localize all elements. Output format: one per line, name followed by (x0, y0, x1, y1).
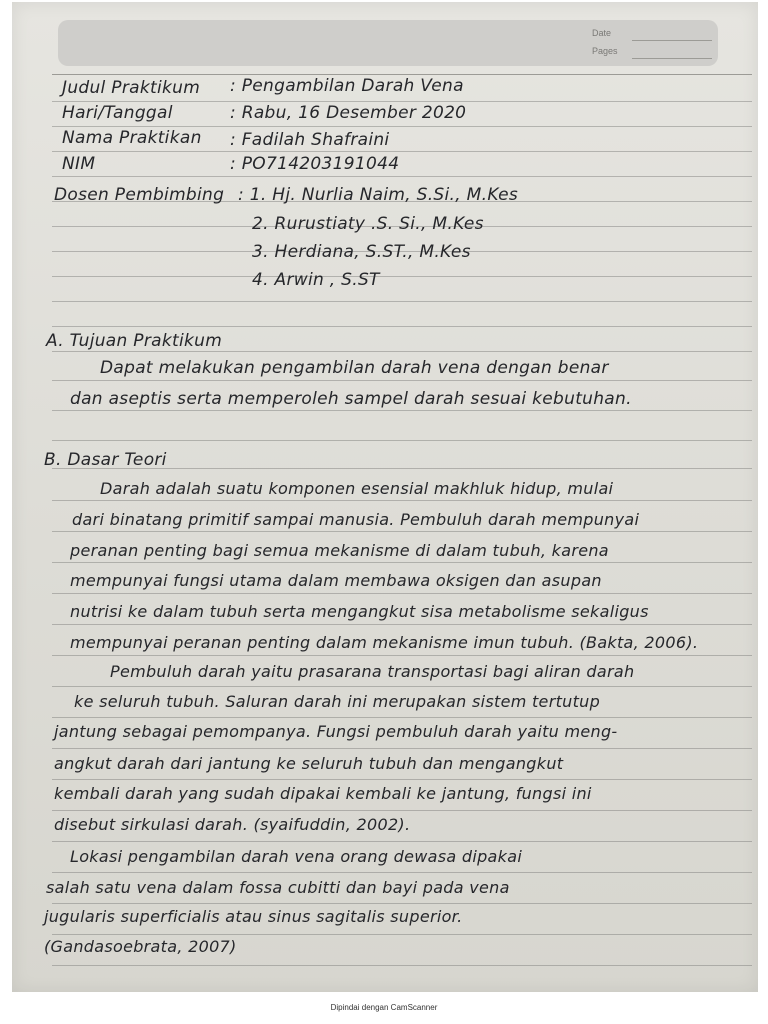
rule (52, 717, 752, 718)
rule (52, 593, 752, 594)
rule (52, 655, 752, 656)
section-a-line: dan aseptis serta memperoleh sampel darah sesuai kebutuhan. (70, 389, 632, 409)
section-b-line: nutrisi ke dalam tubuh serta mengangkut sisa metabolisme sekaligus (70, 602, 649, 621)
rule (52, 779, 752, 780)
rule (52, 101, 752, 102)
rule (52, 276, 752, 277)
pages-line (632, 58, 712, 59)
rule (52, 440, 752, 441)
dosen-2: 2. Rurustiaty .S. Si., M.Kes (252, 214, 484, 234)
nama-label: Nama Praktikan (62, 128, 202, 148)
section-b-line: Lokasi pengambilan darah vena orang dewasa dipakai (70, 847, 523, 866)
judul-value: : Pengambilan Darah Vena (230, 76, 464, 96)
rule (52, 326, 752, 327)
scanner-watermark: Dipindai dengan CamScanner (330, 1003, 438, 1012)
rule (52, 841, 752, 842)
section-b-line: angkut darah dari jantung ke seluruh tubuh dan mengangkut (54, 754, 564, 773)
section-b-line: (Gandasoebrata, 2007) (44, 937, 237, 956)
rule (52, 410, 752, 411)
section-a-heading: A. Tujuan Praktikum (46, 331, 223, 351)
rule (52, 872, 752, 873)
pages-label: Pages (592, 46, 618, 56)
section-b-heading: B. Dasar Teori (44, 450, 167, 470)
rule (52, 965, 752, 966)
section-b-line: jantung sebagai pemompanya. Fungsi pembuluh darah yaitu meng- (54, 722, 618, 741)
rule (52, 624, 752, 625)
rule (52, 301, 752, 302)
rule (52, 151, 752, 152)
hari-value: : Rabu, 16 Desember 2020 (230, 103, 467, 123)
rule (52, 934, 752, 935)
dosen-4: 4. Arwin , S.ST (252, 270, 380, 290)
section-a-line: Dapat melakukan pengambilan darah vena dengan benar (100, 358, 609, 378)
date-line (632, 40, 712, 41)
rule (52, 748, 752, 749)
dosen-label: Dosen Pembimbing (54, 185, 225, 205)
rule (52, 686, 752, 687)
section-b-line: mempunyai fungsi utama dalam membawa oksigen dan asupan (70, 571, 602, 590)
section-b-line: salah satu vena dalam fossa cubitti dan bayi pada vena (46, 878, 510, 897)
rule (52, 531, 752, 532)
rule (52, 126, 752, 127)
rule (52, 903, 752, 904)
section-b-line: kembali darah yang sudah dipakai kembali ke jantung, fungsi ini (54, 784, 592, 803)
section-b-line: jugularis superficialis atau sinus sagitalis superior. (44, 907, 463, 926)
judul-label: Judul Praktikum (62, 78, 201, 98)
rule (52, 380, 752, 381)
rule (52, 351, 752, 352)
dosen-value: : 1. Hj. Nurlia Naim, S.Si., M.Kes (238, 185, 519, 205)
section-b-line: dari binatang primitif sampai manusia. Pembuluh darah mempunyai (72, 510, 640, 529)
section-b-line: ke seluruh tubuh. Saluran darah ini merupakan sistem tertutup (74, 692, 601, 711)
rule (52, 176, 752, 177)
nim-label: NIM (62, 154, 96, 174)
rule (52, 810, 752, 811)
rule (52, 500, 752, 501)
section-b-line: Pembuluh darah yaitu prasarana transportasi bagi aliran darah (110, 662, 635, 681)
nim-value: : PO714203191044 (230, 154, 400, 174)
date-label: Date (592, 28, 612, 38)
section-b-line: peranan penting bagi semua mekanisme di dalam tubuh, karena (70, 541, 609, 560)
nama-value: : Fadilah Shafraini (230, 130, 390, 150)
section-b-line: disebut sirkulasi darah. (syaifuddin, 2002). (54, 815, 411, 834)
dosen-3: 3. Herdiana, S.ST., M.Kes (252, 242, 471, 262)
header-band (58, 20, 718, 66)
hari-label: Hari/Tanggal (62, 103, 173, 123)
rule (52, 562, 752, 563)
notebook-page (12, 2, 758, 992)
section-b-line: Darah adalah suatu komponen esensial makhluk hidup, mulai (100, 479, 614, 498)
section-b-line: mempunyai peranan penting dalam mekanisme imun tubuh. (Bakta, 2006). (70, 633, 699, 652)
header-underline (52, 74, 752, 75)
